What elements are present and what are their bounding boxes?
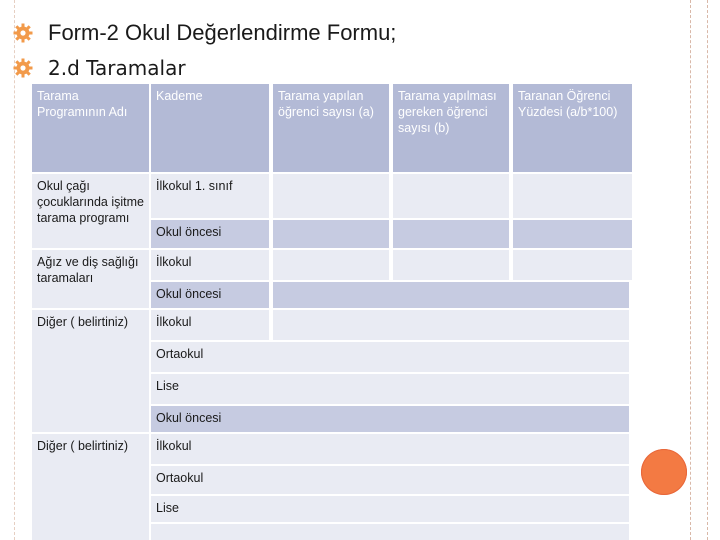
heading-form-title: Form-2 Okul Değerlendirme Formu; <box>48 20 397 45</box>
cell-program-dental: Ağız ve diş sağlığı taramaları <box>32 250 149 308</box>
cell-kademe-ortaokul: Ortaokul <box>151 466 629 494</box>
cell-required-empty[interactable] <box>393 174 509 218</box>
cell-kademe-okul-oncesi: Okul öncesi <box>151 406 629 432</box>
cell-required-empty[interactable] <box>393 250 509 280</box>
cell-program-hearing: Okul çağı çocuklarında işitme tarama programı <box>32 174 149 248</box>
cell-kademe-okul-oncesi: Okul öncesi <box>151 282 269 308</box>
cell-kademe-lise: Lise <box>151 496 629 522</box>
cell-row-empty[interactable] <box>273 282 629 308</box>
cell-row-empty[interactable] <box>273 310 629 340</box>
cell-empty <box>151 524 629 540</box>
header-screened-count: Tarama yapılan öğrenci sayısı (a) <box>273 84 389 172</box>
cell-percentage-empty[interactable] <box>513 250 632 280</box>
cell-kademe-ilkokul: İlkokul <box>151 250 269 280</box>
cell-screened-empty[interactable] <box>273 174 389 218</box>
cell-screened-empty[interactable] <box>273 220 389 248</box>
cell-kademe-lise: Lise <box>151 374 629 404</box>
cell-program-other-1: Diğer ( belirtiniz) <box>32 310 149 432</box>
orange-circle-decoration <box>641 449 687 495</box>
header-program-name: Tarama Programının Adı <box>32 84 149 172</box>
cell-percentage-empty[interactable] <box>513 174 632 218</box>
header-percentage: Taranan Öğrenci Yüzdesi (a/b*100) <box>513 84 632 172</box>
cell-kademe-ilkokul-1: İlkokul 1. sınıf <box>151 174 269 218</box>
cell-kademe-ortaokul: Ortaokul <box>151 342 629 372</box>
cell-kademe-ilkokul: İlkokul <box>151 434 629 464</box>
cell-kademe-ilkokul: İlkokul <box>151 310 269 340</box>
cell-kademe-okul-oncesi: Okul öncesi <box>151 220 269 248</box>
cell-required-empty[interactable] <box>393 220 509 248</box>
cell-program-other-2: Diğer ( belirtiniz) <box>32 434 149 540</box>
cell-percentage-empty[interactable] <box>513 220 632 248</box>
header-kademe: Kademe <box>151 84 269 172</box>
heading-section-taramalar: 2.d Taramalar <box>48 56 186 80</box>
cell-screened-empty[interactable] <box>273 250 389 280</box>
header-required-count: Tarama yapılması gereken öğrenci sayısı (b) <box>393 84 509 172</box>
